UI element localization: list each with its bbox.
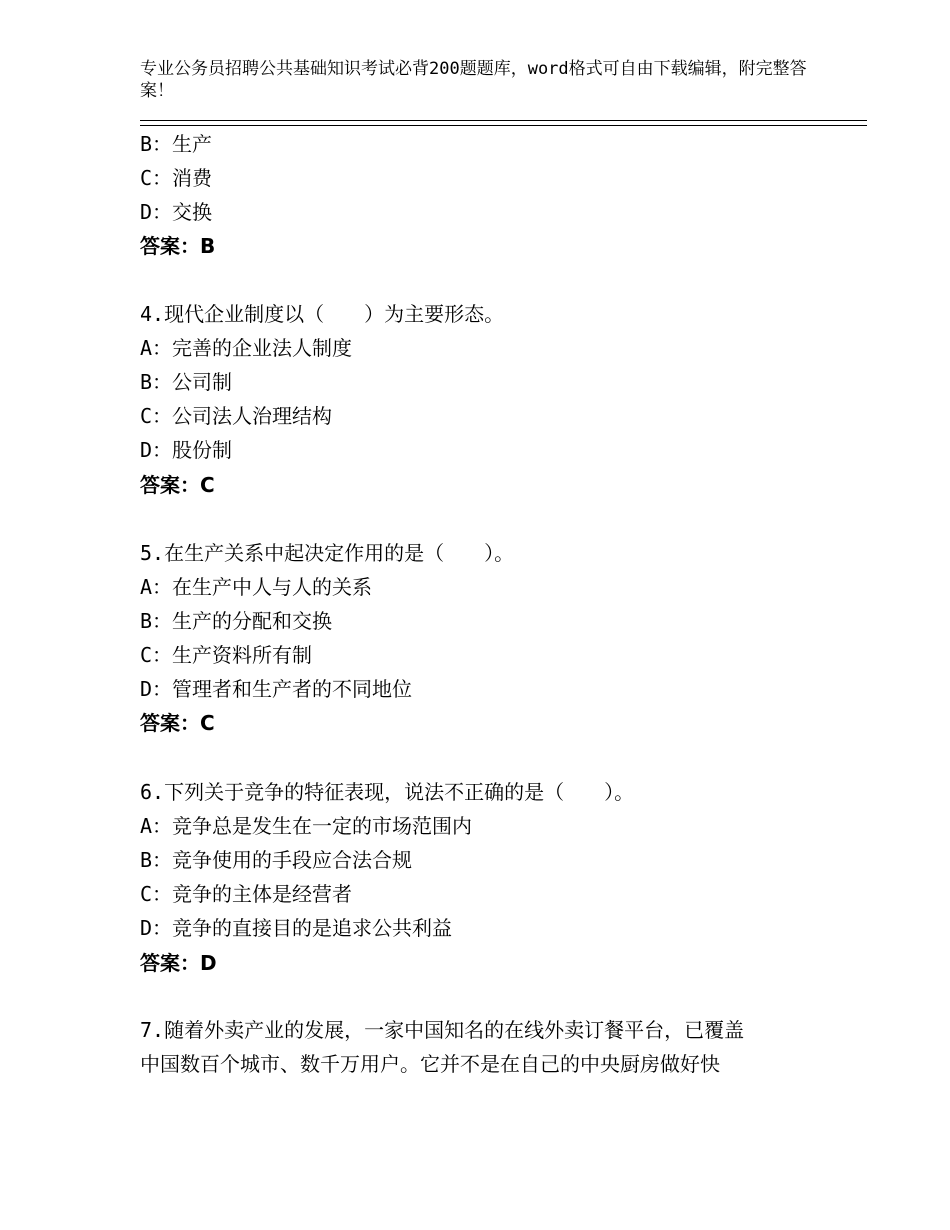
option-b: B：公司制 bbox=[140, 370, 233, 394]
document-header: 专业公务员招聘公共基础知识考试必背200题题库，word格式可自由下载编辑，附完整答案！ bbox=[140, 59, 807, 101]
question-stem-continuation: 中国数百个城市、数千万用户。它并不是在自己的中央厨房做好快 bbox=[140, 1052, 720, 1076]
option-b: B：生产 bbox=[140, 132, 213, 156]
option-b: B：竞争使用的手段应合法合规 bbox=[140, 848, 413, 872]
answer-line: 答案：B bbox=[140, 234, 216, 258]
answer-line: 答案：C bbox=[140, 711, 215, 735]
option-c: C：消费 bbox=[140, 166, 213, 190]
option-d: D：交换 bbox=[140, 200, 213, 224]
option-c: C：竞争的主体是经营者 bbox=[140, 882, 353, 906]
option-d: D：竞争的直接目的是追求公共利益 bbox=[140, 916, 453, 940]
answer-line: 答案：D bbox=[140, 951, 217, 975]
header-divider bbox=[140, 120, 867, 126]
question-stem: 5.在生产关系中起决定作用的是（ ）。 bbox=[140, 541, 515, 565]
option-b: B：生产的分配和交换 bbox=[140, 609, 333, 633]
answer-line: 答案：C bbox=[140, 473, 215, 497]
question-stem: 7.随着外卖产业的发展，一家中国知名的在线外卖订餐平台，已覆盖 bbox=[140, 1018, 745, 1042]
option-a: A：完善的企业法人制度 bbox=[140, 336, 353, 360]
question-stem: 4.现代企业制度以（ ）为主要形态。 bbox=[140, 302, 505, 326]
option-a: A：在生产中人与人的关系 bbox=[140, 575, 373, 599]
option-c: C：生产资料所有制 bbox=[140, 643, 313, 667]
option-d: D：管理者和生产者的不同地位 bbox=[140, 677, 413, 701]
option-a: A：竞争总是发生在一定的市场范围内 bbox=[140, 814, 473, 838]
option-d: D：股份制 bbox=[140, 438, 233, 462]
question-stem: 6.下列关于竞争的特征表现，说法不正确的是（ ）。 bbox=[140, 780, 635, 804]
option-c: C：公司法人治理结构 bbox=[140, 404, 333, 428]
